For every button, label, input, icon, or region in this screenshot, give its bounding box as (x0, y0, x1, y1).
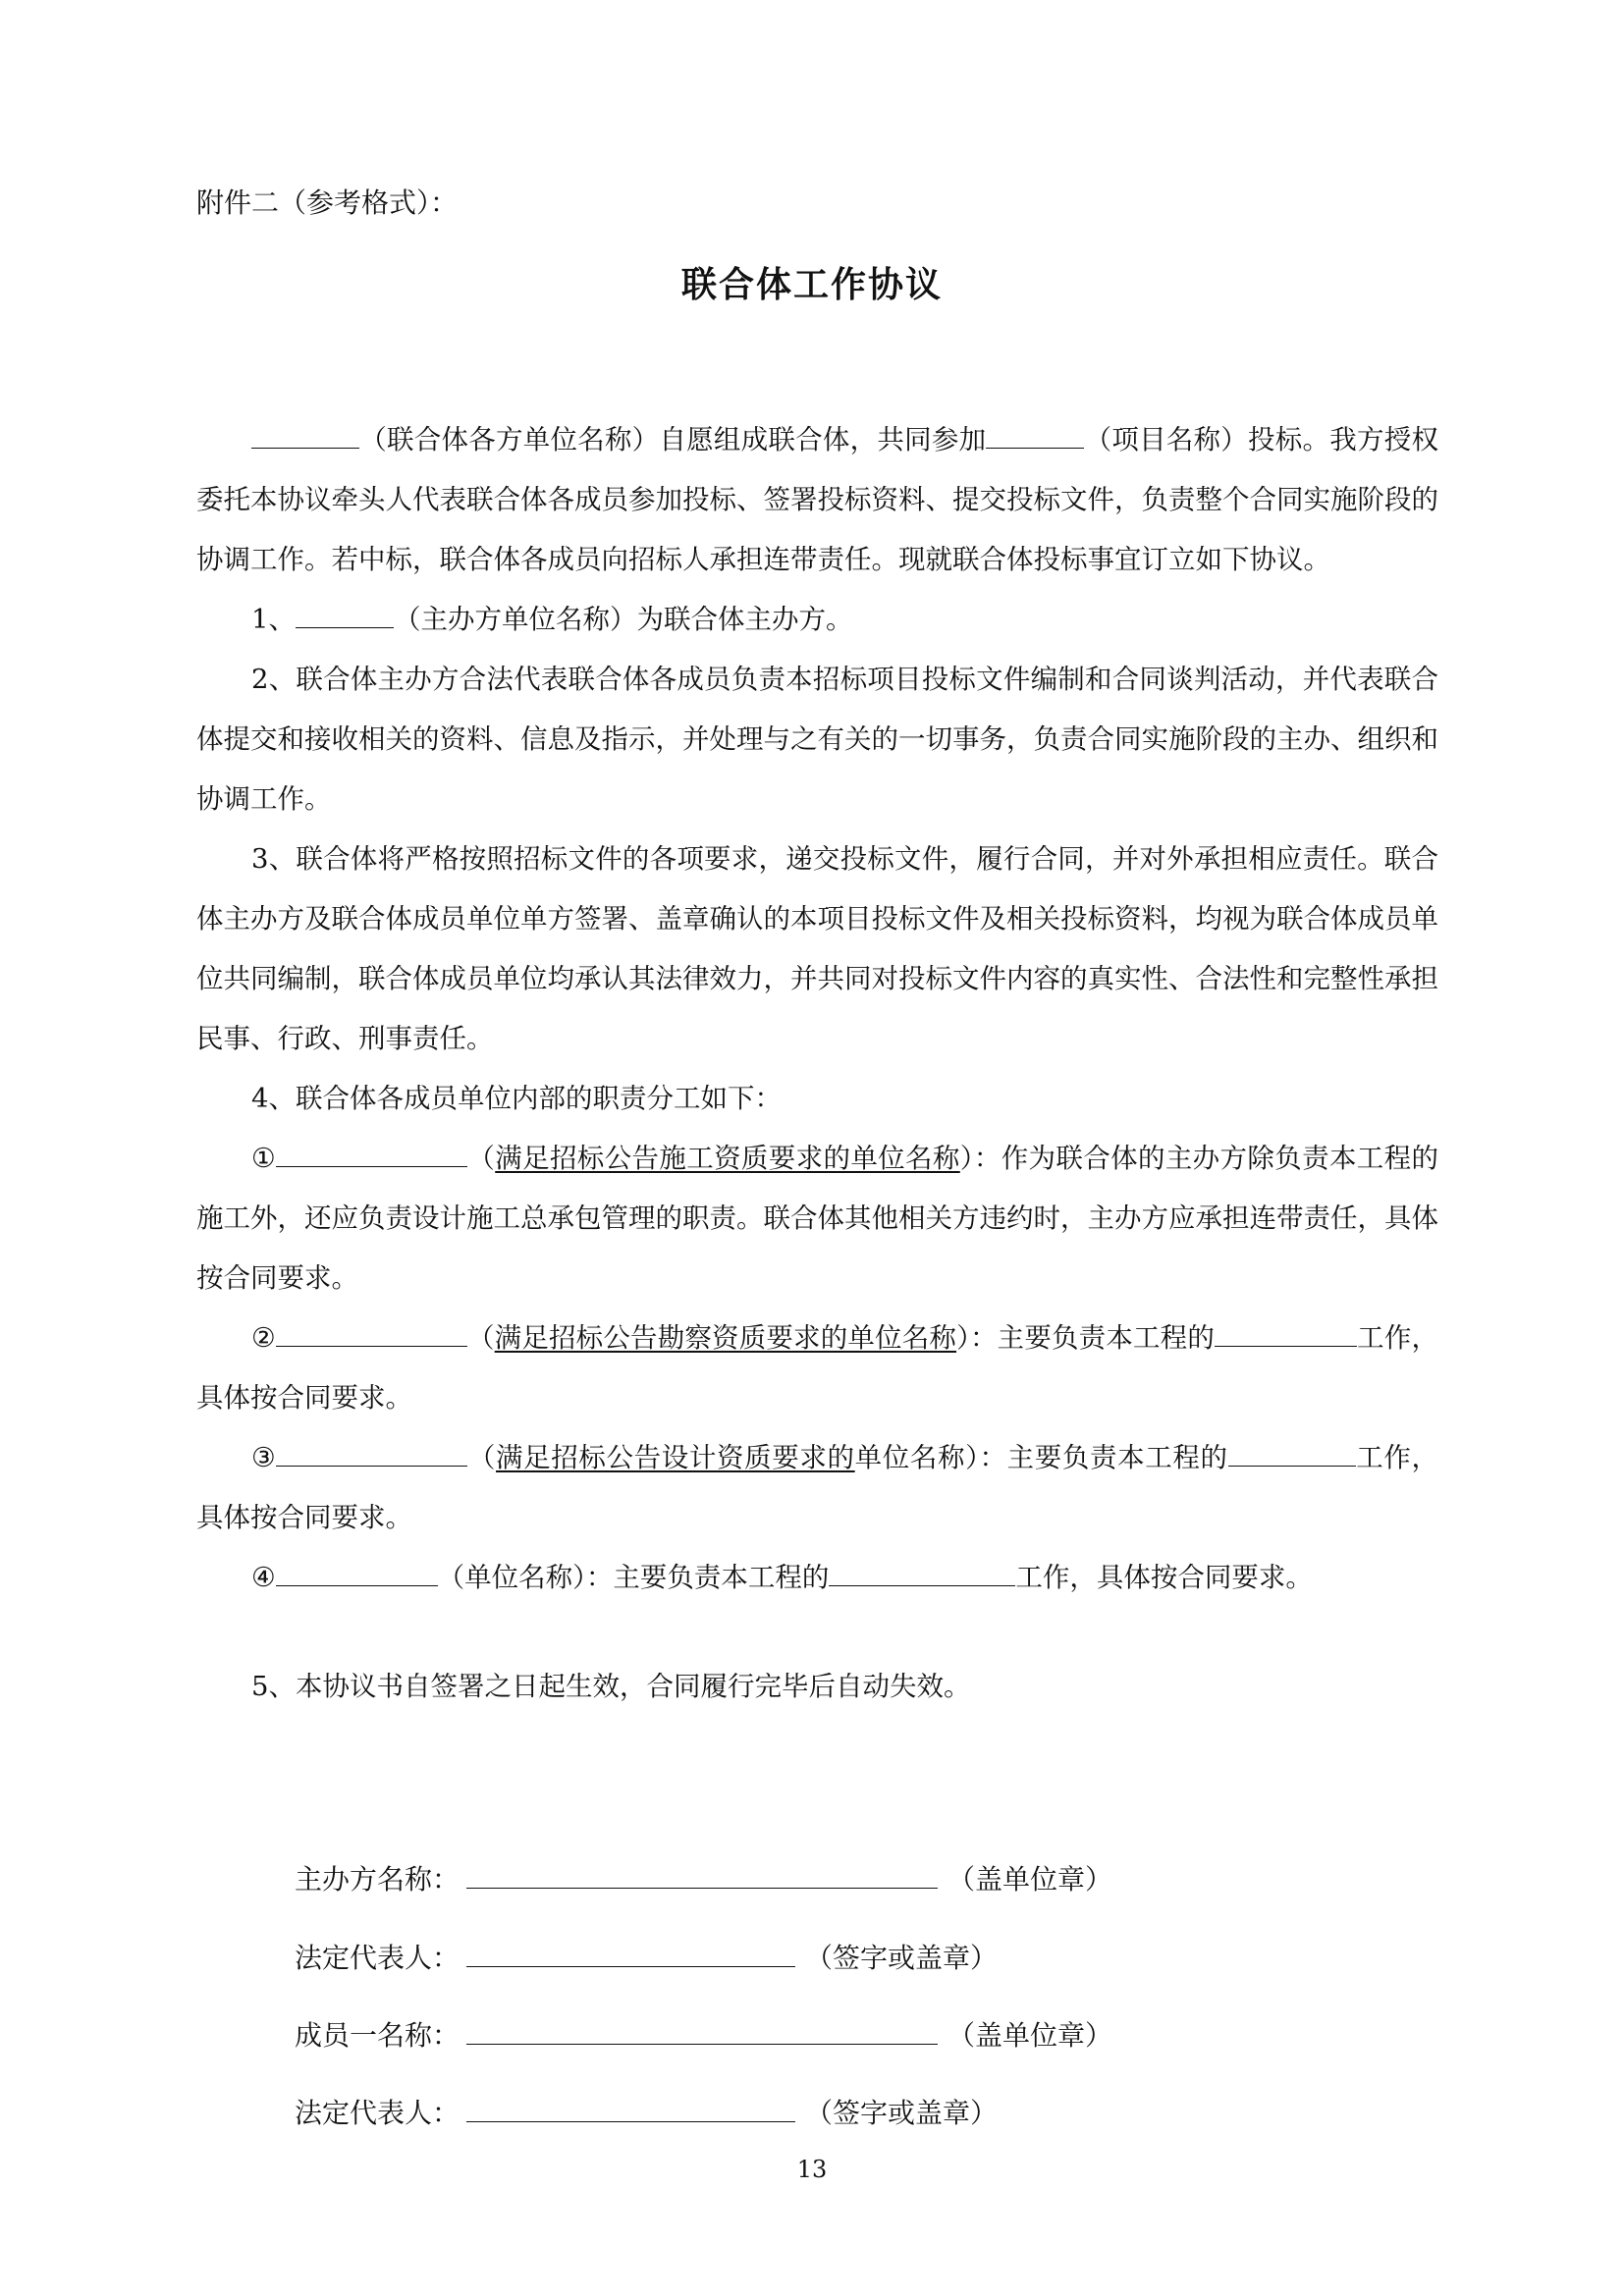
blank-line (276, 1143, 467, 1167)
intro-text-2: （项目名称）投标。我方授权委托本协议牵头人代表联合体各成员参加投标、签署投标资料、提交投标文件，负责整个合同实施阶段的协调工作。若中标，联合体各成员向招标人承担连带责任。现就联合体投标事宜订立如下协议。 (196, 424, 1439, 575)
clause-2: 2、联合体主办方合法代表联合体各成员负责本招标项目投标文件编制和合同谈判活动，并代表联合体提交和接收相关的资料、信息及指示，并处理与之有关的一切事务，负责合同实施阶段的主办、组织和协调工作。 (196, 664, 1438, 815)
sub-clause-1-mark: ① (251, 1143, 277, 1174)
sub-clause-2 (196, 1308, 1438, 1428)
sub-clause-2-mark: ② (251, 1322, 276, 1354)
paren: （ (467, 1442, 497, 1473)
signature-row-member-name (295, 2014, 1112, 2054)
paren: （ (466, 1322, 495, 1354)
signature-note: （签字或盖章） (805, 2097, 999, 2129)
signature-label: 主办方名称： (295, 1863, 460, 1896)
signature-line (466, 2018, 938, 2045)
blank-line (276, 1442, 467, 1467)
page-number: 13 (796, 2156, 828, 2183)
signature-note: （签字或盖章） (805, 1942, 999, 1974)
blank-line (276, 1322, 467, 1347)
sub-clause-2-qualification: 满足招标公告勘察资质要求的单位名称 (494, 1322, 957, 1354)
signature-label: 法定代表人： (295, 2097, 460, 2129)
paren: （ (467, 1143, 496, 1174)
sub-clause-3-unit: 单位名称 (854, 1442, 966, 1473)
sub-clause-3 (196, 1428, 1438, 1548)
sub-clause-4-text: （单位名称）：主要负责本工程的 (437, 1562, 830, 1593)
sub-clause-2-tail: 工作，具体按合同要求。 (196, 1322, 1439, 1414)
intro-paragraph (196, 410, 1438, 590)
signature-line (466, 1941, 795, 1967)
clause-1 (196, 590, 1438, 650)
blank-line (276, 1562, 438, 1586)
signature-label: 成员一名称： (295, 2019, 460, 2052)
blank-line (251, 424, 359, 449)
signature-row-lead-name (295, 1858, 1112, 1897)
clause-5: 5、本协议书自签署之日起生效，合同履行完毕后自动失效。 (251, 1671, 971, 1702)
signature-note: （盖单位章） (947, 1863, 1113, 1896)
sub-clause-3-tail: 工作，具体按合同要求。 (196, 1442, 1439, 1533)
signature-row-member-representative (295, 2092, 998, 2131)
sub-clause-1-text: ）：作为联合体的主办方除负责本工程的施工外，还应负责设计施工总承包管理的职责。联合体其他相关方违约时，主办方应承担连带责任，具体按合同要求。 (196, 1143, 1439, 1294)
page-title: 联合体工作协议 (680, 265, 943, 305)
blank-line (829, 1562, 1015, 1586)
intro-text-1: （联合体各方单位名称）自愿组成联合体，共同参加 (359, 424, 987, 455)
signature-row-lead-representative (295, 1937, 998, 1976)
sub-clause-4 (196, 1548, 1438, 1608)
clause-1-number: 1、 (251, 604, 296, 635)
clause-4: 4、联合体各成员单位内部的职责分工如下： (251, 1083, 782, 1114)
sub-clause-2-text: ）：主要负责本工程的 (956, 1322, 1216, 1354)
clause-3: 3、联合体将严格按照招标文件的各项要求，递交投标文件，履行合同，并对外承担相应责任。联合体主办方及联合体成员单位单方签署、盖章确认的本项目投标文件及相关投标资料，均视为联合体成员单位共同编制，联合体成员单位均承认其法律效力，并共同对投标文件内容的真实性、合法性和完整性承担民事、行政、刑事责任。 (196, 843, 1438, 1054)
blank-line (986, 424, 1084, 449)
blank-line (1215, 1322, 1357, 1347)
sub-clause-4-mark: ④ (251, 1562, 276, 1593)
signature-line (466, 1862, 938, 1889)
blank-line (1228, 1442, 1356, 1467)
sub-clause-1-qualification: 满足招标公告施工资质要求的单位名称 (495, 1143, 960, 1174)
sub-clause-4-tail: 工作，具体按合同要求。 (1015, 1562, 1313, 1593)
agreement-body (196, 410, 1438, 1717)
blank-line (296, 604, 394, 628)
signature-label: 法定代表人： (295, 1942, 460, 1974)
sub-clause-3-text: ）：主要负责本工程的 (965, 1442, 1228, 1473)
annex-label: 附件二（参考格式）： (196, 187, 459, 219)
sub-clause-3-mark: ③ (251, 1442, 277, 1473)
clause-1-text: （主办方单位名称）为联合体主办方。 (394, 604, 853, 635)
sub-clause-3-qualification: 满足招标公告设计资质要求的 (496, 1442, 855, 1473)
signature-line (466, 2096, 795, 2122)
sub-clause-1 (196, 1129, 1438, 1308)
signature-note: （盖单位章） (947, 2019, 1113, 2052)
